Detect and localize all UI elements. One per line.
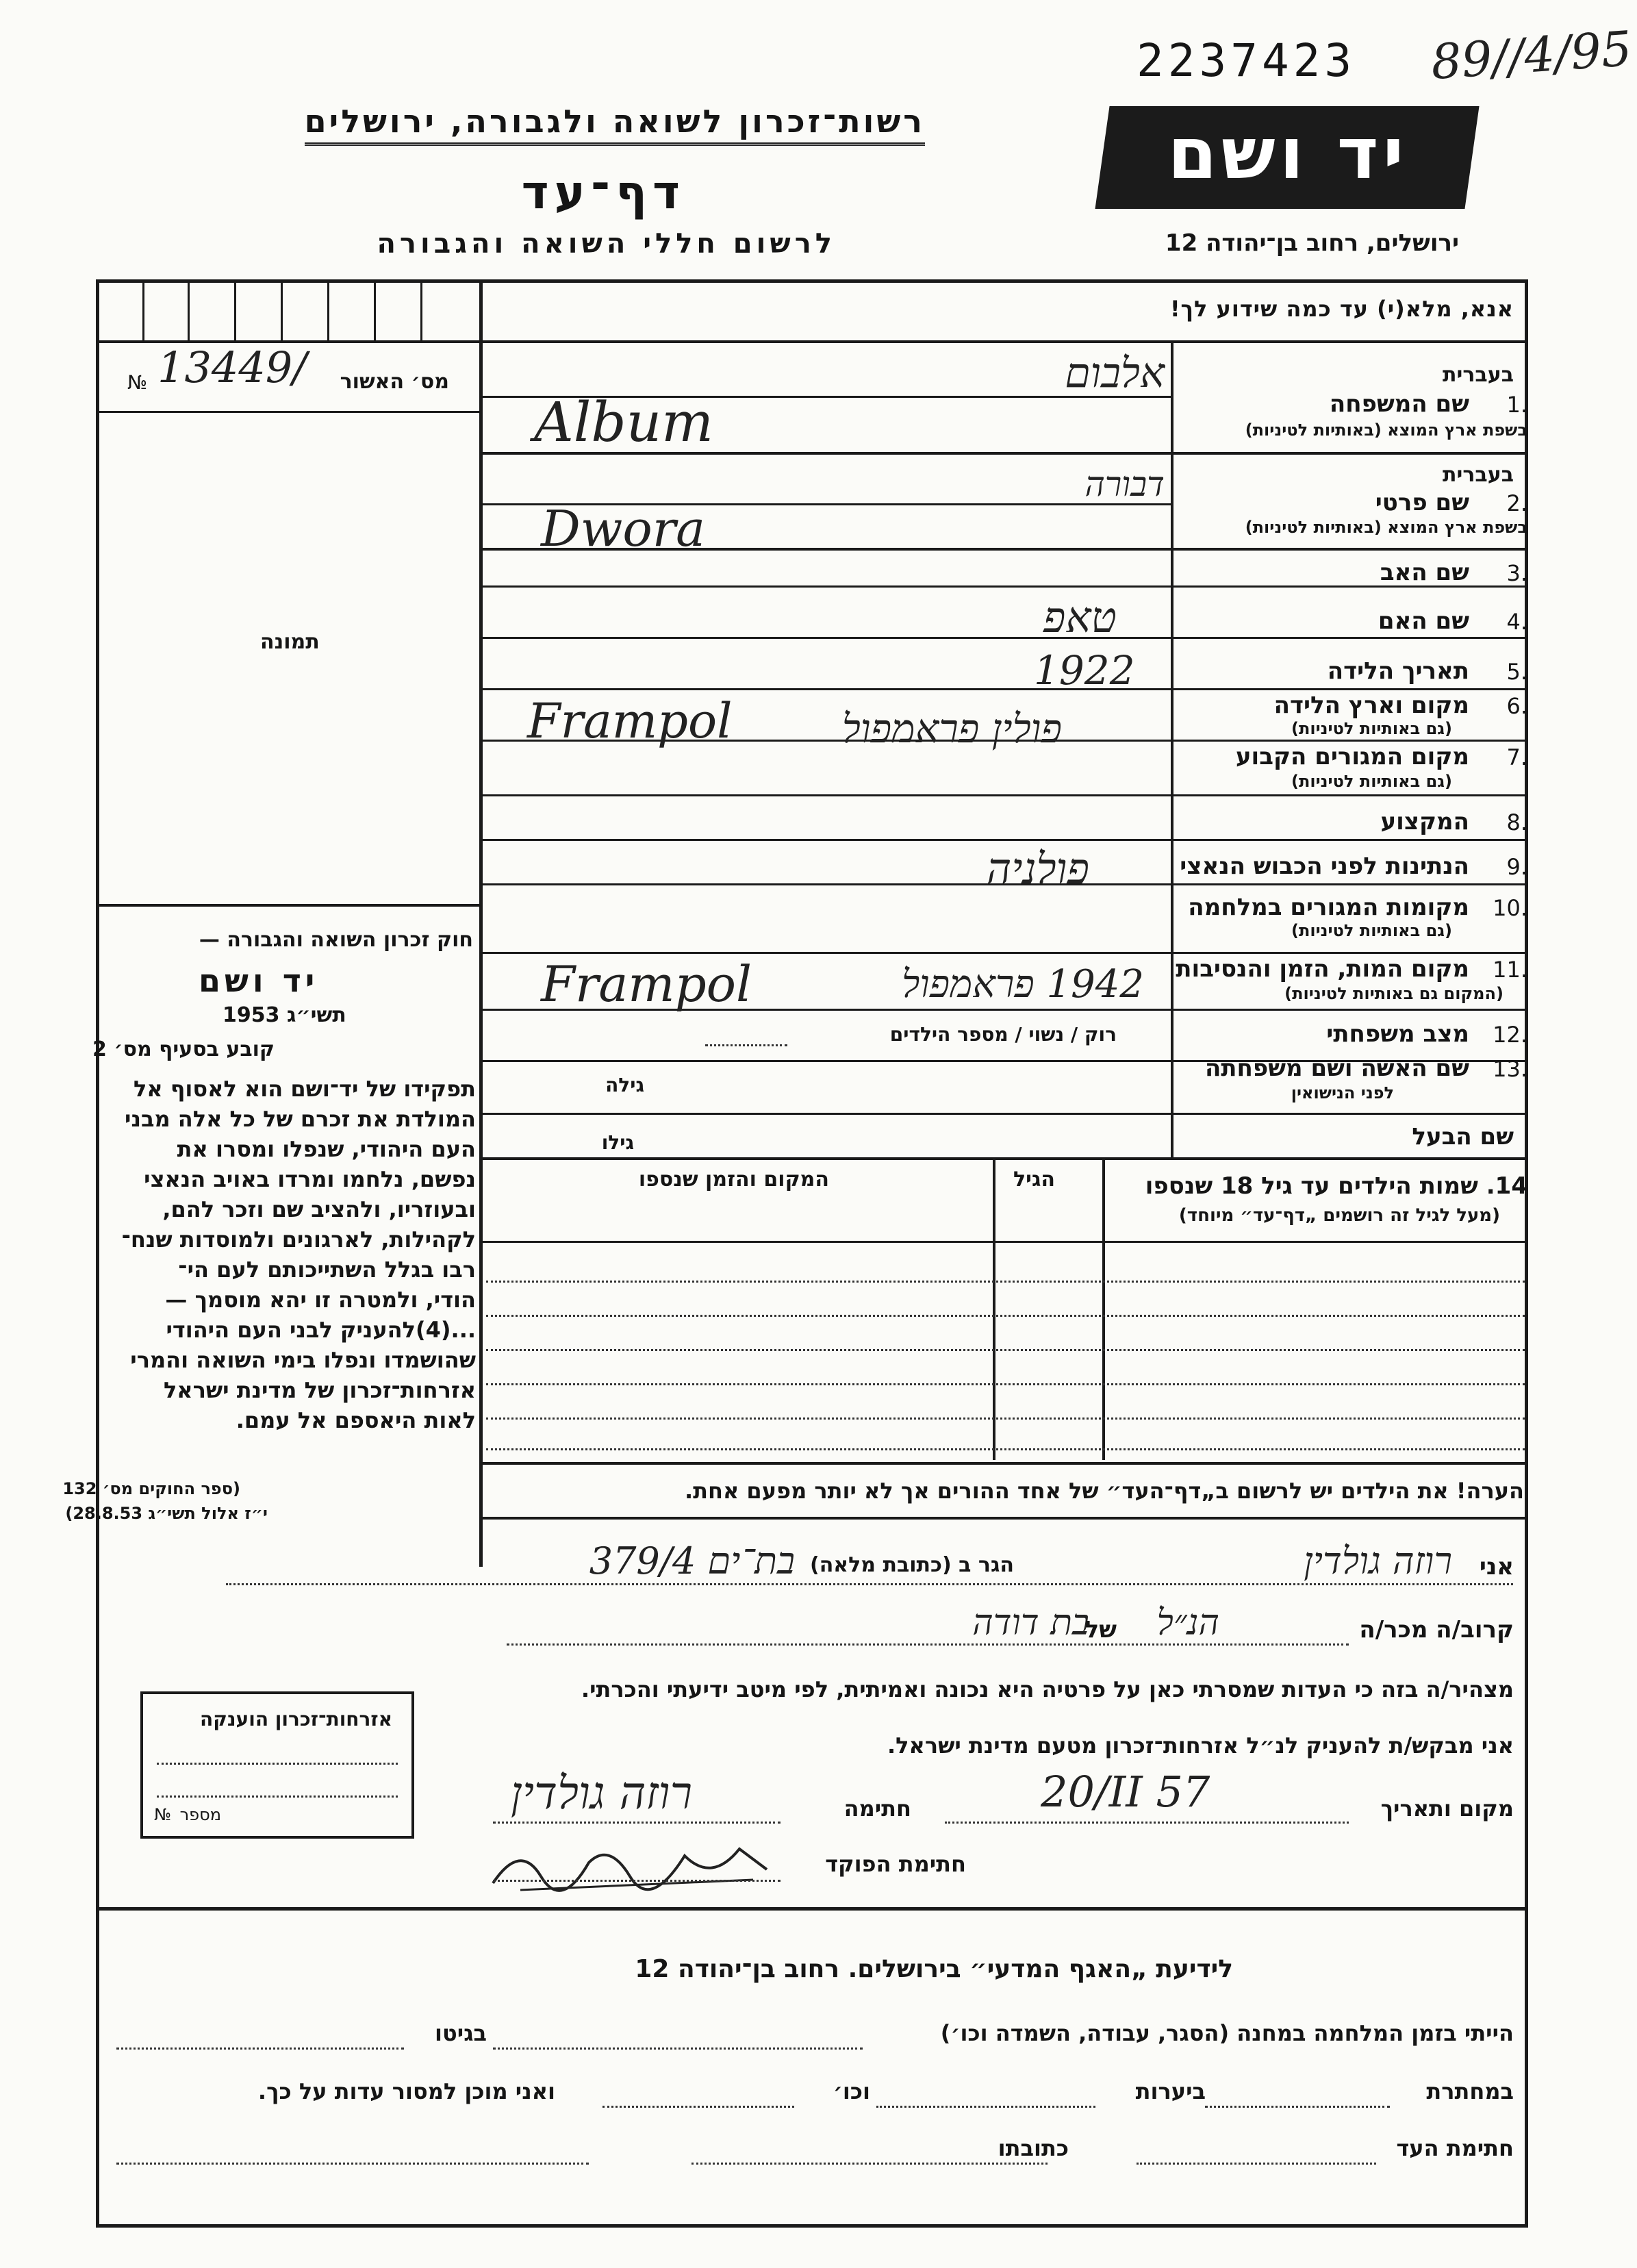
field-sub: (גם באותיות לטיניות) <box>1291 719 1452 738</box>
org-name: רשות־זכרון לשואה ולגבורה, ירושלים <box>305 103 925 146</box>
citizenship-box <box>140 1691 414 1839</box>
bottom-title: לידיעת „האגף המדעי״ בירושלים. רחוב בן־יהודה 12 <box>635 1955 1233 1983</box>
field-num: 13. <box>1493 1056 1527 1082</box>
place-date-label: מקום ותאריך <box>1380 1796 1514 1822</box>
law-line: אזרחות־זכרון של מדינת ישראל <box>163 1377 476 1403</box>
of-value: הנ״ל <box>1156 1602 1219 1643</box>
law-reference-2: י״ז אלול תשי״ג 28.8.53) <box>65 1504 268 1523</box>
law-year: תשי״ג 1953 <box>223 1003 346 1027</box>
field-label-father: שם האב <box>1380 559 1469 586</box>
value-surname-hebrew: אלבום <box>1065 349 1165 397</box>
value-marital: רוק / נשוי / מספר הילדים <box>889 1023 1117 1046</box>
law-line: לקהילות, לארגונים ולמוסדות שנח־ <box>121 1226 476 1252</box>
field-num: 5. <box>1506 659 1527 685</box>
bottom-line2-willing: ואני מוכן למסור עדות על כך. <box>257 2078 555 2104</box>
field-num: 7. <box>1506 744 1527 770</box>
field-num: 4. <box>1506 609 1527 635</box>
relative-label: קרוב/ה מכר/ה <box>1359 1616 1514 1643</box>
law-title: חוק זכרון השואה והגבורה — <box>199 928 473 952</box>
value-firstname-hebrew: דבורה <box>1084 464 1165 504</box>
law-line: רבו בגלל השתייכותם לעם הי־ <box>178 1257 476 1283</box>
field-num: 12. <box>1493 1022 1527 1048</box>
field-label-profession: המקצוע <box>1380 808 1469 835</box>
bottom-line2-forests: ביערות <box>1135 2078 1206 2104</box>
law-line: ובעוזריו, ולהציב שם וזכר להם, <box>162 1196 476 1222</box>
serial-number: 2237423 <box>1137 34 1356 87</box>
field-label-birthplace: מקום וארץ הלידה <box>1273 692 1469 719</box>
field-label-war-residence: מקומות המגורים במלחמה <box>1188 894 1469 921</box>
law-line: נפשם, נלחמו ומרדו באויב הנאצי <box>144 1166 476 1192</box>
address: ירושלים, רחוב בן־יהודה 12 <box>1165 229 1459 257</box>
logo-text: יד ושם <box>1167 112 1408 195</box>
bottom-line2-etc: וכו׳ <box>833 2078 870 2104</box>
place-date-value: 20/II 57 <box>1041 1767 1210 1817</box>
intro-text: אנא, מלא(י) עד כמה שידוע לך! <box>1169 296 1514 322</box>
law-yadvashem: יד ושם <box>199 962 319 999</box>
field-sub: לפני הנישואין <box>1291 1083 1394 1102</box>
value-birthplace-latin: Frampol <box>527 693 733 749</box>
approval-number: 13449/ <box>157 342 307 392</box>
relation-value: בת דודה <box>972 1602 1089 1643</box>
official-signature-mark <box>479 1835 781 1897</box>
field-label-surname: שם המשפחה <box>1329 390 1469 418</box>
value-mother: טאפ <box>1043 592 1117 642</box>
children-col-place: המקום והזמן שנספו <box>638 1168 829 1192</box>
field-sub: בשפת ארץ המוצא (באותיות לטיניות) <box>1245 518 1527 537</box>
value-firstname-latin: Dwora <box>541 500 706 557</box>
field-num: 2. <box>1506 490 1527 516</box>
bottom-line1-camp: הייתי בזמן המלחמה במחנה (הסגר, עבודה, השמדה וכו׳) <box>940 2020 1514 2046</box>
field-sub: (המקום גם באותיות לטיניות) <box>1284 984 1503 1003</box>
bottom-line3-address: כתובתו <box>998 2135 1069 2161</box>
request-text: אני מבקש/ת להעניק לנ״ל אזרחות־זכרון מטעם מדינת ישראל. <box>887 1732 1514 1759</box>
handwritten-file-number: 89//4/95 <box>1429 20 1634 91</box>
field-label-death-place: מקום המות, הזמן והנסיבות <box>1176 955 1469 983</box>
children-col-age: הגיל <box>1013 1168 1055 1192</box>
field-label-husband: שם הבעל <box>1412 1123 1514 1150</box>
signature-value: רוזה גולדין <box>510 1767 692 1819</box>
photo-label: תמונה <box>260 630 320 654</box>
law-text <box>103 1074 476 1435</box>
citizenship-box-number: מספר <box>179 1805 221 1824</box>
citizenship-box-title: אזרחות־זכרון הוענקה <box>200 1708 392 1730</box>
field-label-birthdate: תאריך הלידה <box>1327 657 1469 685</box>
form-title: דף־עד <box>521 166 685 220</box>
yad-vashem-logo <box>1095 106 1479 209</box>
value-death-place-latin: Frampol <box>541 955 752 1013</box>
official-signature-scribble <box>479 1835 781 1897</box>
value-husband-age-label: גילו <box>601 1131 634 1154</box>
form-subtitle: לרשום חללי השואה והגבורה <box>377 228 836 260</box>
field-num: 1. <box>1506 392 1527 418</box>
value-birthdate: 1922 <box>1034 647 1135 694</box>
field-num: 6. <box>1506 693 1527 719</box>
approval-label: מס׳ האשור <box>340 370 449 394</box>
law-line: העם היהודי, שנפלו ומסרו את <box>177 1136 476 1162</box>
law-line: המולדת את זכרם של כל אלה מבני <box>125 1106 476 1132</box>
hebrew-tag: בעברית <box>1443 463 1514 487</box>
declarant-name-value: רוזה גולדין <box>1304 1539 1452 1583</box>
value-wife-age-label: גילה <box>605 1074 644 1096</box>
law-line: ...(4)להעניק לבני העם היהודי <box>166 1317 476 1343</box>
signature-label: חתימה <box>843 1796 911 1822</box>
law-line: הודי, ולמטרה זו יהא מוסמך — <box>165 1287 476 1313</box>
children-table-subheader: (מעל לגיל זה רושמים „דף־עד״ מיוחד) <box>1178 1205 1500 1226</box>
field-label-residence: מקום המגורים הקבוע <box>1235 743 1469 770</box>
value-birthplace-hebrew: פולין פראמפול <box>841 705 1062 752</box>
law-line: תפקידו של יד־ושם הוא לאסוף אל <box>134 1076 476 1102</box>
field-num: 3. <box>1506 560 1527 586</box>
field-label-firstname: שם פרטי <box>1375 489 1469 516</box>
of-label: של <box>1084 1616 1117 1643</box>
field-num: 9. <box>1506 854 1527 880</box>
bottom-line3-witness-signature: חתימת העד <box>1396 2135 1514 2161</box>
field-sub: (גם באותיות לטיניות) <box>1291 772 1452 791</box>
declarant-address-value: בת־ים 379/4 <box>589 1539 795 1583</box>
official-signature-label: חתימת הפוקד <box>825 1851 966 1877</box>
declarant-lives-label: הגר ב (כתובת מלאה) <box>809 1553 1014 1577</box>
declaration-text: מצהיר/ה בזה כי העדות שמסרתי כאן על פרטיה היא נכונה ואמיתית, לפי מיטב ידיעתי והכרתי. <box>581 1676 1514 1702</box>
value-surname-latin: Album <box>534 390 713 454</box>
bottom-line1-ghetto: בגיטו <box>435 2020 487 2046</box>
value-death-place-hebrew: 1942 פראמפול <box>902 962 1144 1007</box>
approval-no-sign: № <box>127 371 148 394</box>
declarant-name-label: אני <box>1479 1553 1514 1580</box>
law-clause: קובע בסעיף מס׳ 2 <box>92 1037 275 1061</box>
value-nationality: פולניה <box>986 844 1089 894</box>
field-label-marital: מצב משפחתי <box>1326 1020 1469 1048</box>
field-label-nationality: הנתינות לפני הכבוש הנאצי <box>1180 853 1469 880</box>
citizenship-no-sign: № <box>154 1805 171 1824</box>
field-sub: (גם באותיות לטיניות) <box>1291 921 1452 940</box>
law-line: שהושמדו ונפלו בימי השואה והמרי <box>130 1347 476 1373</box>
field-num: 10. <box>1493 895 1527 921</box>
field-sub: בשפת ארץ המוצא (באותיות לטיניות) <box>1245 420 1527 440</box>
law-line: לאות היאספם אל עמם. <box>236 1407 476 1433</box>
field-label-wife: שם האשה ושם משפחתה <box>1204 1055 1469 1082</box>
law-reference-1: (ספר החוקים מס׳ 132 <box>62 1479 240 1498</box>
hebrew-tag: בעברית <box>1443 363 1514 387</box>
children-table-header: 14. שמות הילדים עד גיל 18 שנספו <box>1145 1172 1527 1200</box>
field-label-mother: שם האם <box>1378 607 1469 635</box>
field-num: 8. <box>1506 809 1527 835</box>
bottom-line2-underground: במחתרת <box>1426 2078 1514 2104</box>
field-num: 11. <box>1493 957 1527 983</box>
note-text: הערה! את הילדים יש לרשום ב„דף־העד״ של אחד ההורים אך לא יותר מפעם אחת. <box>684 1478 1524 1504</box>
